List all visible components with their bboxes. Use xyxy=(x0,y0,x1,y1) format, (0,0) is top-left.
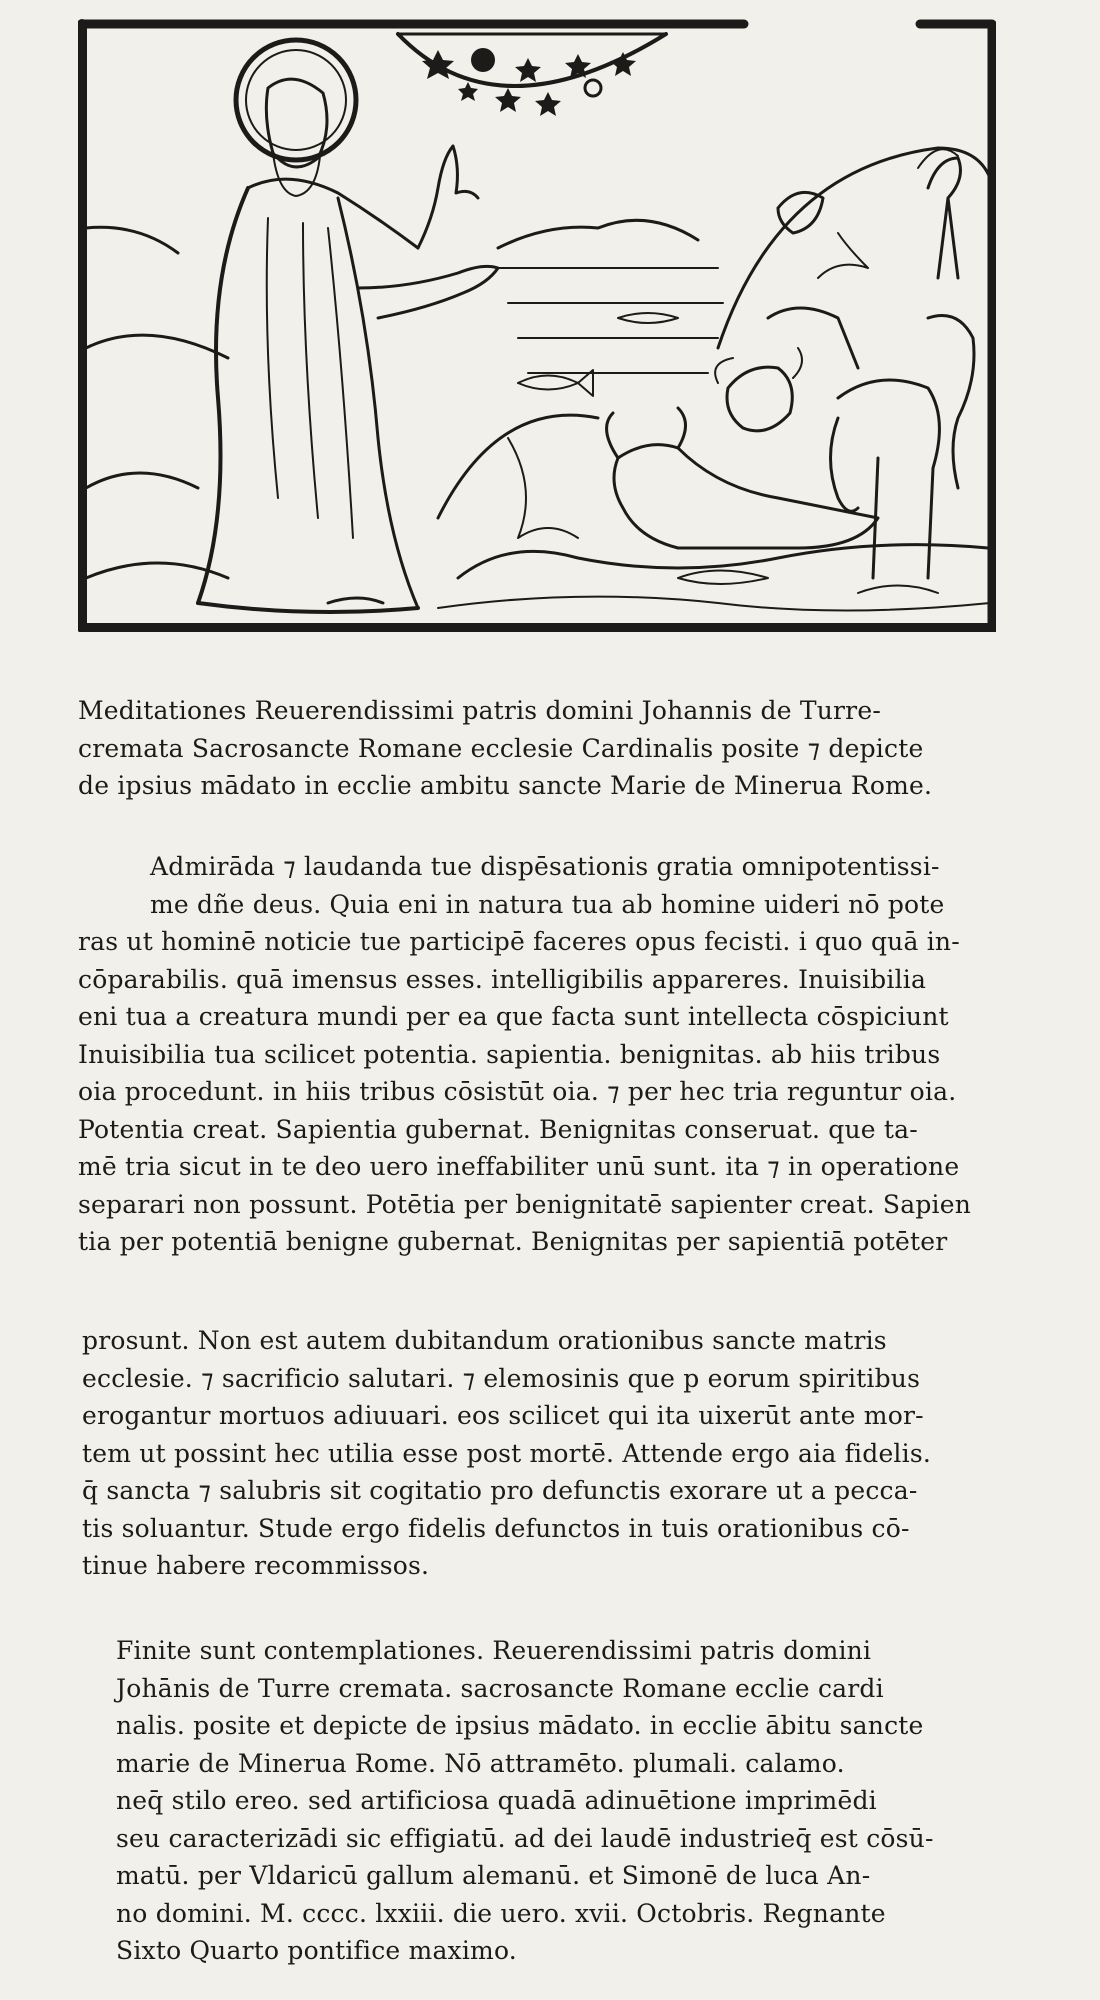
colophon-line: no domini. M. cccc. lxxiii. die uero. xvii. Octobris. Regnante xyxy=(116,1898,886,1928)
colophon-line: matū. per Vldaricū gallum alemanū. et Simonē de luca An- xyxy=(116,1861,871,1890)
paragraph-line: erogantur mortuos adiuuari. eos scilicet qui ita uixerūt ante mor- xyxy=(82,1401,924,1430)
title-line: cremata Sacrosancte Romane ecclesie Cardinalis posite ⁊ depicte xyxy=(78,733,924,763)
colophon-line: marie de Minerua Rome. Nō attramēto. plumali. calamo. xyxy=(116,1748,845,1778)
colophon xyxy=(116,1632,996,1970)
paragraph-line: oia procedunt. in hiis tribus cōsistūt oia. ⁊ per hec tria reguntur oia. xyxy=(78,1077,957,1106)
paragraph-line: eni tua a creatura mundi per ea que facta sunt intellecta cōspiciunt xyxy=(78,1002,949,1031)
colophon-line: neq̄ stilo ereo. sed artificiosa quadā adinuētione imprimēdi xyxy=(116,1786,877,1815)
paragraph-prosunt xyxy=(82,1322,1002,1585)
colophon-line: Finite sunt contemplationes. Reuerendissimi patris domini xyxy=(116,1636,872,1665)
title-heading xyxy=(78,692,1008,805)
paragraph-line: cōparabilis. quā imensus esses. intelligibilis appareres. Inuisibilia xyxy=(78,964,927,994)
paragraph-line: ras ut hominē noticie tue participē faceres opus fecisti. i quo quā in- xyxy=(78,927,960,956)
paragraph-line: q̄ sancta ⁊ salubris sit cogitatio pro defunctis exorare ut a pecca- xyxy=(82,1476,918,1505)
paragraph-line: Admirāda ⁊ laudanda tue dispēsationis gratia omnipotentissi- xyxy=(150,852,940,881)
paragraph-line: prosunt. Non est autem dubitandum orationibus sancte matris xyxy=(82,1326,887,1355)
paragraph-line: me dñe deus. Quia eni in natura tua ab homine uideri nō pote xyxy=(150,889,945,919)
paragraph-line: Potentia creat. Sapientia gubernat. Benignitas conseruat. que ta- xyxy=(78,1114,918,1144)
paragraph-line: tis soluantur. Stude ergo fidelis defunctos in tuis orationibus cō- xyxy=(82,1513,910,1543)
paragraph-line: mē tria sicut in te deo uero ineffabiliter unū sunt. ita ⁊ in operatione xyxy=(78,1152,960,1181)
colophon-line: Sixto Quarto pontifice maximo. xyxy=(116,1936,517,1965)
paragraph-line: tem ut possint hec utilia esse post mortē. Attende ergo aia fidelis. xyxy=(82,1438,932,1468)
title-line: de ipsius mādato in ecclie ambitu sancte Marie de Minerua Rome. xyxy=(78,771,933,800)
paragraph-line: tia per potentiā benigne gubernat. Benignitas per sapientiā potēter xyxy=(78,1227,948,1256)
colophon-line: seu caracterizādi sic effigiatū. ad dei laudē industrieq̄ est cōsū- xyxy=(116,1823,934,1853)
paragraph-line: tinue habere recommissos. xyxy=(82,1551,430,1580)
colophon-line: Johānis de Turre cremata. sacrosancte Romane ecclie cardi xyxy=(116,1673,884,1703)
title-line: Meditationes Reuerendissimi patris domini Johannis de Turre- xyxy=(78,696,881,725)
paragraph-line: ecclesie. ⁊ sacrificio salutari. ⁊ elemosinis que p eorum spiritibus xyxy=(82,1363,921,1393)
paragraph-line: separari non possunt. Potētia per benignitatē sapienter creat. Sapien xyxy=(78,1189,972,1219)
paragraph-line: Inuisibilia tua scilicet potentia. sapientia. benignitas. ab hiis tribus xyxy=(78,1039,941,1069)
woodcut-illustration xyxy=(78,18,996,632)
colophon-line: nalis. posite et depicte de ipsius mādato. in ecclie ābitu sancte xyxy=(116,1711,924,1740)
paragraph-admiranda xyxy=(78,848,1018,1261)
